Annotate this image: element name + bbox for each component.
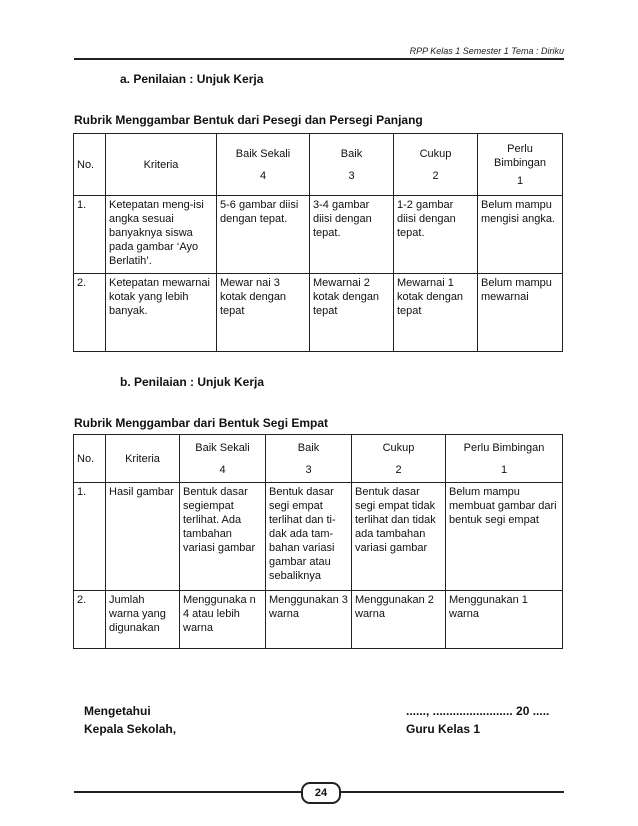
col-label: Cukup <box>382 441 415 454</box>
cell-no: 2. <box>74 274 106 352</box>
table-row <box>74 591 563 649</box>
col-kriteria: Kriteria <box>106 134 217 196</box>
cell-no: 1. <box>74 483 106 591</box>
signature-left-line1: Mengetahui <box>84 704 151 718</box>
cell-perlu-bimbingan: Belum mampu membuat gambar dari bentuk segi empat <box>446 483 563 591</box>
cell-baik-sekali: Bentuk dasar segiempat terlihat. Ada tambahan variasi gambar <box>180 483 266 591</box>
table-row <box>74 483 563 591</box>
col-no: No. <box>74 435 106 483</box>
cell-baik-sekali: Menggunaka n 4 atau lebih warna <box>180 591 266 649</box>
col-no: No. <box>74 134 106 196</box>
cell-cukup: Menggunakan 2 warna <box>352 591 446 649</box>
cell-kriteria: Ketepatan meng-isi angka sesuai banyaknya siswa pada gambar ‘Ayo Berlatih’. <box>106 196 217 274</box>
section-a-heading: a. Penilaian : Unjuk Kerja <box>120 72 264 86</box>
col-label: Perlu Bimbingan <box>494 142 546 169</box>
cell-baik-sekali: 5-6 gambar diisi dengan tepat. <box>217 196 310 274</box>
cell-cukup: 1-2 gambar diisi dengan tepat. <box>394 196 478 274</box>
col-label: Baik Sekali <box>235 147 291 160</box>
col-baik-sekali <box>217 134 310 196</box>
col-label: Cukup <box>419 147 452 160</box>
col-kriteria: Kriteria <box>106 435 180 483</box>
cell-perlu-bimbingan: Menggunakan 1 warna <box>446 591 563 649</box>
col-baik <box>310 134 394 196</box>
col-score: 2 <box>432 169 439 182</box>
cell-baik: Mewarnai 2 kotak dengan tepat <box>310 274 394 352</box>
col-label: Perlu Bimbingan <box>463 441 545 454</box>
col-score: 3 <box>348 169 355 182</box>
running-header: RPP Kelas 1 Semester 1 Tema : Diriku <box>409 46 564 56</box>
col-baik-sekali <box>180 435 266 483</box>
page-number: 24 <box>301 782 341 804</box>
table-row <box>74 196 563 274</box>
col-cukup <box>394 134 478 196</box>
col-label: Baik <box>340 147 363 160</box>
cell-perlu-bimbingan: Belum mampu mewarnai <box>478 274 563 352</box>
cell-cukup: Mewarnai 1 kotak dengan tepat <box>394 274 478 352</box>
cell-kriteria: Ketepatan mewarnai kotak yang lebih banyak. <box>106 274 217 352</box>
rubric-a-table <box>73 133 563 352</box>
cell-baik: 3-4 gambar diisi dengan tepat. <box>310 196 394 274</box>
col-label: Baik <box>297 441 320 454</box>
cell-no: 2. <box>74 591 106 649</box>
cell-baik: Bentuk dasar segi empat terlihat dan ti-dak ada tam-bahan variasi gambar atau sebaliknya <box>266 483 352 591</box>
col-score: 1 <box>500 463 508 476</box>
table-header-row <box>74 435 563 483</box>
cell-kriteria: Jumlah warna yang digunakan <box>106 591 180 649</box>
col-cukup <box>352 435 446 483</box>
table-row <box>74 274 563 352</box>
signature-right-line1: ......, ........................ 20 ..... <box>406 704 550 718</box>
cell-perlu-bimbingan: Belum mampu mengisi angka. <box>478 196 563 274</box>
rubric-b-title: Rubrik Menggambar dari Bentuk Segi Empat <box>74 416 329 430</box>
table-header-row <box>74 134 563 196</box>
cell-kriteria: Hasil gambar <box>106 483 180 591</box>
col-perlu-bimbingan <box>446 435 563 483</box>
signature-right-line2: Guru Kelas 1 <box>406 722 481 736</box>
rubric-b-table <box>73 434 563 649</box>
col-baik <box>266 435 352 483</box>
cell-baik: Menggunakan 3 warna <box>266 591 352 649</box>
col-score: 4 <box>259 169 267 182</box>
col-score: 4 <box>219 463 226 476</box>
col-perlu-bimbingan <box>478 134 563 196</box>
cell-no: 1. <box>74 196 106 274</box>
section-b-heading: b. Penilaian : Unjuk Kerja <box>120 375 265 389</box>
col-score: 2 <box>395 463 402 476</box>
rubric-a-title: Rubrik Menggambar Bentuk dari Pesegi dan Persegi Panjang <box>74 113 423 127</box>
cell-baik-sekali: Mewar nai 3 kotak dengan tepat <box>217 274 310 352</box>
signature-left-line2: Kepala Sekolah, <box>84 722 177 736</box>
header-divider <box>74 58 564 60</box>
col-score: 3 <box>305 463 312 476</box>
col-score: 1 <box>516 174 524 187</box>
cell-cukup: Bentuk dasar segi empat tidak terlihat dan tidak ada tambahan variasi gambar <box>352 483 446 591</box>
col-label: Baik Sekali <box>195 441 250 454</box>
